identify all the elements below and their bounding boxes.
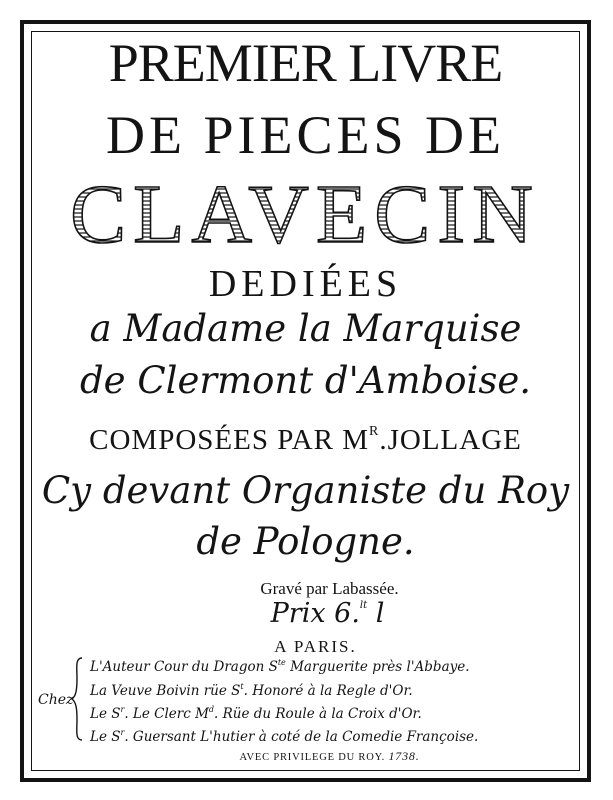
seller-2-text-a: La Veuve Boivin rüe S: [90, 683, 241, 699]
seller-4-sup: r: [120, 728, 125, 737]
seller-address-1: [90, 659, 470, 675]
seller-2-sup: t: [240, 682, 244, 691]
seller-1-text-b: Marguerite près l'Abbaye.: [285, 659, 470, 675]
title-line-2: DE PIECES DE: [106, 105, 505, 165]
seller-1-sup: te: [277, 658, 286, 667]
composer-sup: R: [369, 424, 380, 439]
seller-3-text-a: Le S: [90, 706, 121, 722]
seller-3-sup-2: d: [208, 705, 215, 714]
dedication-line-1: a Madame la Marquise: [89, 307, 522, 350]
place-line: A PARIS.: [274, 637, 357, 656]
seller-address-2: [90, 683, 413, 699]
price-label: Prix 6.: [270, 598, 360, 629]
composer-prefix: COMPOSÉES PAR M: [89, 424, 369, 456]
seller-3-text-b: . Le Clerc M: [124, 706, 209, 722]
seller-3-text-c: . Rüe du Roule à la Croix d'Or.: [214, 706, 422, 722]
seller-4-text-a: Le S: [90, 729, 121, 745]
engraver-credit: Gravé par Labassée.: [260, 579, 399, 598]
composer-name: .JOLLAGE: [379, 424, 522, 456]
title-line-1: PREMIER LIVRE: [108, 33, 503, 93]
chez-label: Chez: [38, 692, 74, 708]
curly-brace-icon: [70, 656, 84, 742]
seller-3-sup: r: [120, 705, 125, 714]
seller-1-text-a: L'Auteur Cour du Dragon S: [90, 659, 278, 675]
seller-4-text-b: . Guersant L'hutier à coté de la Comedie Françoise.: [124, 729, 479, 745]
composer-title-line-2: de Pologne.: [196, 520, 415, 563]
seller-address-3: [90, 706, 422, 722]
seller-2-text-b: . Honoré à la Regle d'Or.: [243, 683, 413, 699]
dedication-line-2: de Clermont d'Amboise.: [80, 359, 531, 402]
privilege-line: [33, 750, 602, 764]
privilege-text: AVEC PRIVILEGE DU ROY.: [239, 752, 386, 763]
composer-title-line-1: Cy devant Organiste du Roy: [41, 469, 570, 512]
composer-line: [33, 425, 578, 455]
clavecin-hatched-title: [33, 176, 578, 252]
price-unit: lt: [359, 600, 368, 611]
privilege-year: 1738.: [388, 749, 420, 763]
title-line-3: [33, 176, 578, 252]
dediees-heading: DEDIÉES: [208, 263, 403, 305]
price-line: [33, 600, 600, 627]
svg-text:CLAVECIN: CLAVECIN: [70, 176, 540, 252]
price-tail: l: [367, 598, 385, 629]
seller-address-4: [90, 729, 478, 745]
